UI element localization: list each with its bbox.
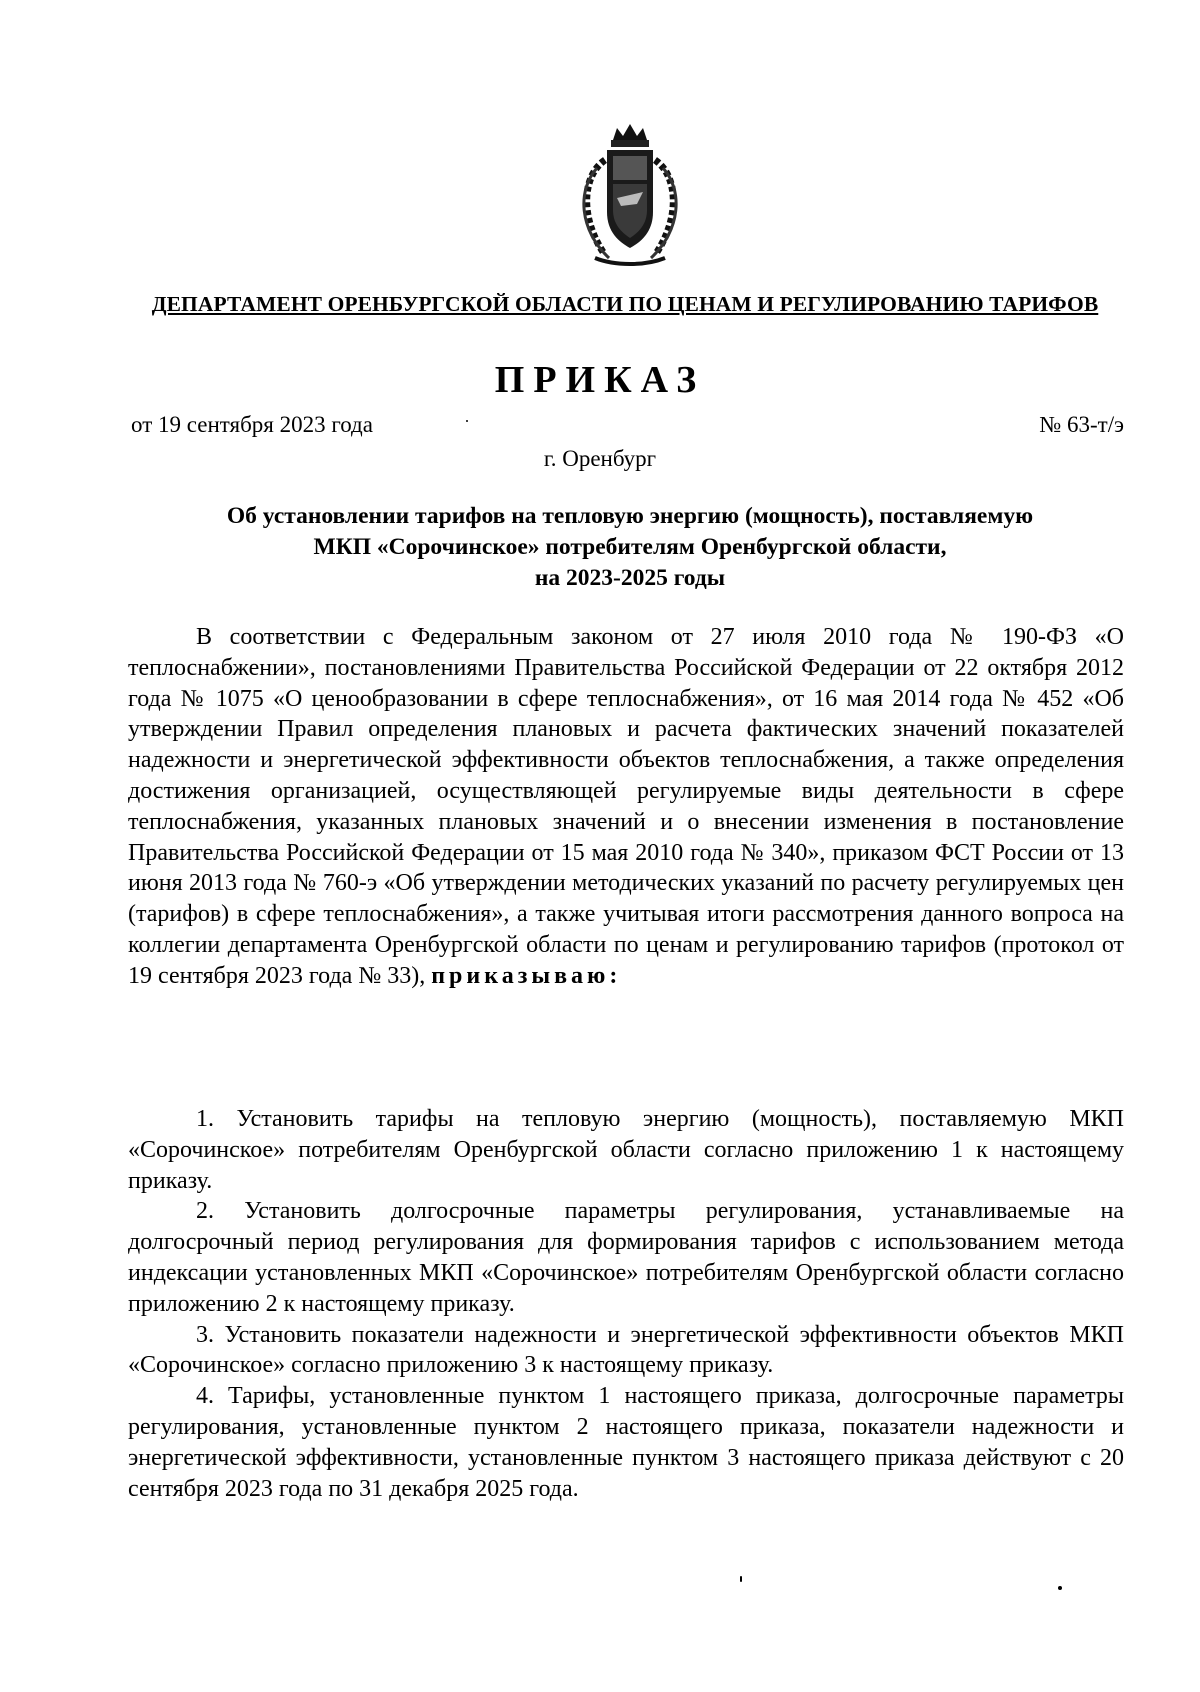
preamble-paragraph — [128, 622, 1124, 992]
order-item-4: 4. Тарифы, установленные пунктом 1 настоящего приказа, долгосрочные параметры регулирования, установленные пунктом 2 настоящего приказа, показатели надежности и энергетической эффективности, установленные пунктом 3 настоящего приказа действуют с 20 сентября 2023 года по 31 декабря 2025 года. — [128, 1383, 1124, 1502]
document-type-title: ПРИКАЗ — [494, 359, 706, 401]
preamble-section — [128, 622, 1124, 992]
order-item-3: 3. Установить показатели надежности и энергетической эффективности объектов МКП «Сорочинское» согласно приложению 3 к настоящему приказу. — [128, 1321, 1124, 1379]
order-word: приказываю: — [431, 962, 622, 989]
scan-speck — [466, 420, 468, 422]
scan-speck — [740, 1576, 742, 1582]
order-item-1: 1. Установить тарифы на тепловую энергию (мощность), поставляемую МКП «Сорочинское» потребителям Оренбургской области согласно приложению 1 к настоящему приказу. — [128, 1106, 1124, 1194]
document-number: № 63-т/э — [1039, 412, 1124, 437]
document-subject — [140, 501, 1120, 594]
document-city: г. Оренбург — [543, 446, 657, 471]
order-items — [128, 1104, 1124, 1504]
document-date: от 19 сентября 2023 года — [131, 412, 373, 437]
subject-line-2: МКП «Сорочинское» потребителям Оренбургской области, — [313, 534, 947, 560]
coat-of-arms-icon — [565, 120, 695, 270]
department-name: ДЕПАРТАМЕНТ ОРЕНБУРГСКОЙ ОБЛАСТИ ПО ЦЕНАМ И РЕГУЛИРОВАНИЮ ТАРИФОВ — [151, 292, 1099, 316]
order-item-2: 2. Установить долгосрочные параметры регулирования, устанавливаемые на долгосрочный период регулирования для формирования тарифов с использованием метода индексации установленных МКП «Сорочинское» потребителям Оренбургской области согласно приложению 2 к настоящему приказу. — [128, 1198, 1124, 1317]
scan-speck — [1058, 1586, 1062, 1590]
subject-line-3: на 2023-2025 годы — [534, 565, 726, 591]
preamble-text: В соответствии с Федеральным законом от 27 июля 2010 года № 190-ФЗ «О теплоснабжении», постановлениями Правительства Российской Федерации от 22 октября 2012 года № 1075 «О ценообразовании в сфере теплоснабжения», от 16 мая 2014 года № 452 «Об утверждении Правил определения плановых и расчета фактических значений показателей надежности и энергетической эффективности объектов теплоснабжения, а также определения достижения организацией, осуществляющей регулируемые виды деятельности в сфере теплоснабжения, указанных плановых значений и о внесении изменения в постановление Правительства Российской Федерации от 15 мая 2010 года № 340», приказом ФСТ России от 13 июня 2013 года № 760-э «Об утверждении методических указаний по расчету регулируемых цен (тарифов) в сфере теплоснабжения», а также учитывая итоги рассмотрения данного вопроса на коллегии департамента Оренбургской области по ценам и регулированию тарифов (протокол от 19 сентября 2023 года № 33), — [128, 624, 1124, 989]
subject-line-1: Об установлении тарифов на тепловую энергию (мощность), поставляемую — [226, 503, 1034, 529]
